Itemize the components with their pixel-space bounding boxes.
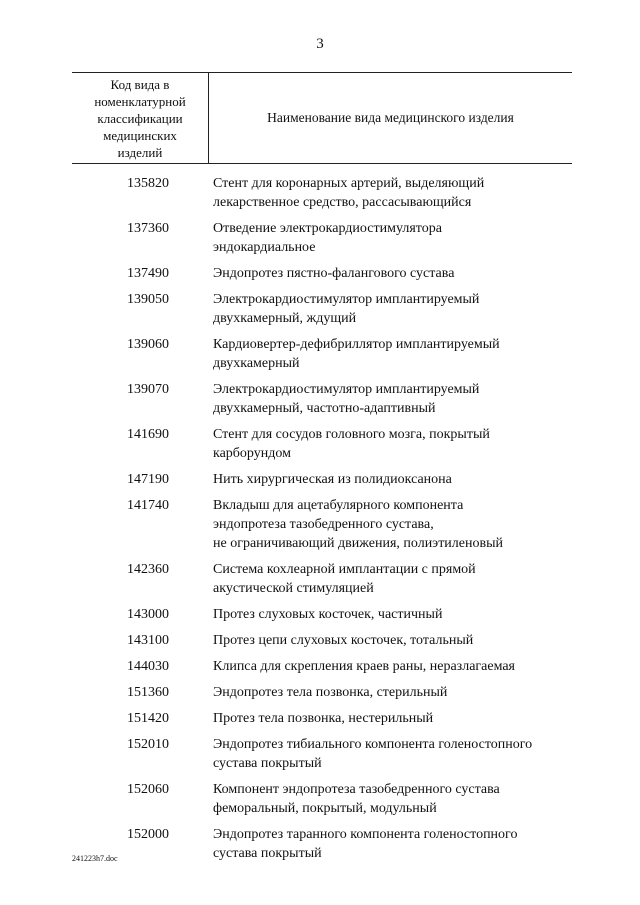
- row-name: Эндопротез тибиального компонента голеностопного сустава покрытый: [213, 737, 533, 771]
- table-row: [0, 560, 640, 598]
- row-name: Эндопротез тела позвонка, стерильный: [213, 685, 448, 700]
- table-row: [0, 496, 640, 553]
- table-row: [0, 657, 640, 676]
- row-code: 137490: [127, 266, 169, 281]
- row-code: 139060: [127, 337, 169, 352]
- row-name: Отведение электрокардиостимулятора эндокардиальное: [213, 221, 442, 255]
- row-code: 151420: [127, 711, 169, 726]
- row-code: 143100: [127, 633, 169, 648]
- table-row: [0, 470, 640, 489]
- table-row: [0, 335, 640, 373]
- table-row: [0, 264, 640, 283]
- row-name: Стент для коронарных артерий, выделяющий лекарственное средство, рассасывающийся: [213, 176, 485, 210]
- table-row: [0, 780, 640, 818]
- row-name: Протез слуховых косточек, частичный: [213, 607, 443, 622]
- row-code: 139050: [127, 292, 169, 307]
- table-row: [0, 631, 640, 650]
- footer-filename: 241223h7.doc: [72, 854, 118, 863]
- table-row: [0, 380, 640, 418]
- table-row: [0, 683, 640, 702]
- row-name: Протез тела позвонка, нестерильный: [213, 711, 434, 726]
- table-row: [0, 174, 640, 212]
- row-name: Эндопротез пястно-фалангового сустава: [213, 266, 455, 281]
- row-name: Вкладыш для ацетабулярного компонента эндопротеза тазобедренного сустава, не ограничивающий движения, полиэтиленовый: [213, 498, 504, 551]
- row-code: 143000: [127, 607, 169, 622]
- header-name-column: Наименование вида медицинского изделия: [267, 110, 514, 125]
- table-row: [0, 735, 640, 773]
- row-code: 141740: [127, 498, 169, 513]
- row-code: 142360: [127, 562, 169, 577]
- row-name: Стент для сосудов головного мозга, покрытый карборундом: [213, 427, 490, 461]
- row-code: 152060: [127, 782, 169, 797]
- row-name: Электрокардиостимулятор имплантируемый двухкамерный, частотно-адаптивный: [213, 382, 480, 416]
- header-code-column: Код вида в номенклатурной классификации медицинских изделий: [94, 77, 186, 160]
- row-code: 152000: [127, 827, 169, 842]
- row-code: 135820: [127, 176, 169, 191]
- row-name: Электрокардиостимулятор имплантируемый двухкамерный, ждущий: [213, 292, 480, 326]
- row-code: 139070: [127, 382, 169, 397]
- row-name: Нить хирургическая из полидиоксанона: [213, 472, 452, 487]
- table-row: [0, 290, 640, 328]
- row-name: Система кохлеарной имплантации с прямой акустической стимуляцией: [213, 562, 476, 596]
- row-code: 152010: [127, 737, 169, 752]
- table-row: [0, 425, 640, 463]
- row-code: 147190: [127, 472, 169, 487]
- row-code: 144030: [127, 659, 169, 674]
- row-name: Кардиовертер-дефибриллятор имплантируемый двухкамерный: [213, 337, 500, 371]
- row-code: 141690: [127, 427, 169, 442]
- row-name: Протез цепи слуховых косточек, тотальный: [213, 633, 474, 648]
- page-number: 3: [316, 36, 324, 52]
- table-row: [0, 605, 640, 624]
- row-code: 151360: [127, 685, 169, 700]
- table-row: [0, 219, 640, 257]
- table-header: [72, 72, 572, 164]
- table-row: [0, 709, 640, 728]
- row-name: Эндопротез таранного компонента голеностопного сустава покрытый: [213, 827, 518, 861]
- row-name: Компонент эндопротеза тазобедренного сустава феморальный, покрытый, модульный: [213, 782, 500, 816]
- row-code: 137360: [127, 221, 169, 236]
- table-body: [0, 174, 640, 870]
- row-name: Клипса для скрепления краев раны, неразлагаемая: [213, 659, 515, 674]
